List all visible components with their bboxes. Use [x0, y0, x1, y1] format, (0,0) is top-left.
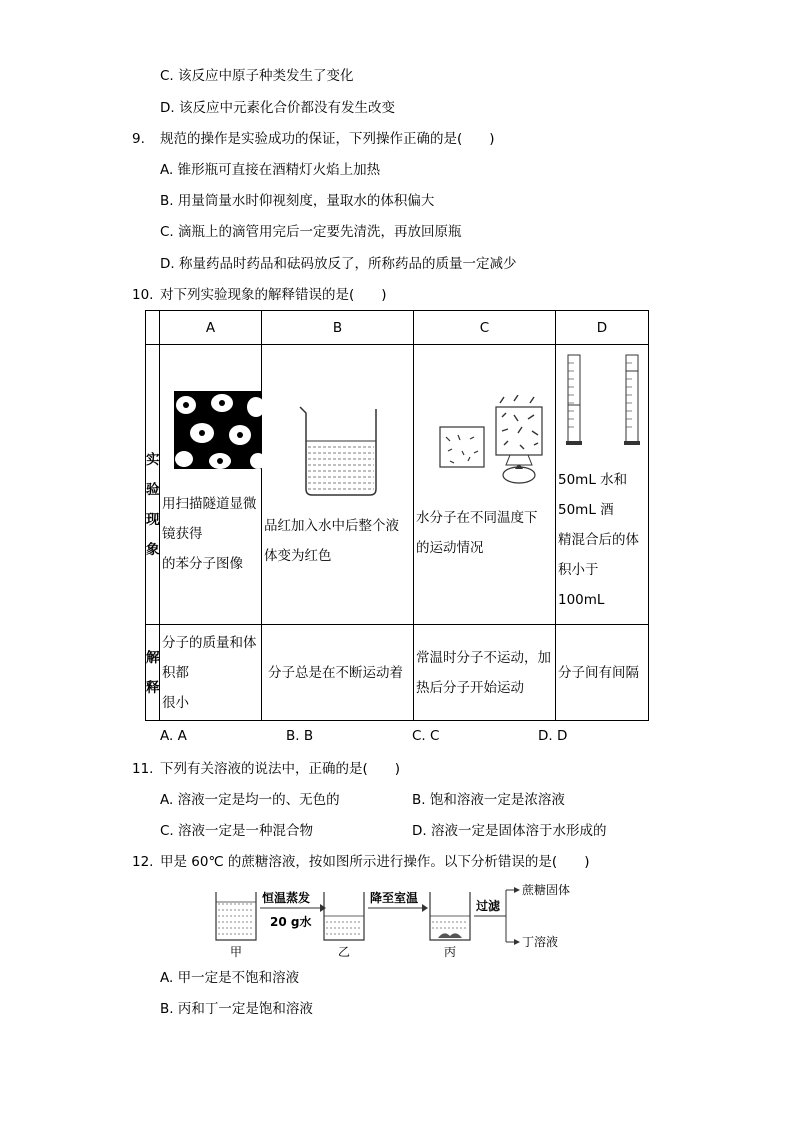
table-header-row [146, 311, 649, 345]
explain-d-line: 分子间有间隔 [558, 664, 639, 681]
phenomenon-b-line: 品红加入水中后整个液 [264, 518, 399, 534]
row-label-char: 现 [146, 511, 160, 528]
row-label-char: 解 [146, 649, 160, 666]
step3-label: 过滤 [476, 899, 501, 913]
q11-option-c: C. 溶液一定是一种混合物 [160, 823, 314, 839]
q8-option-d: D. 该反应中元素化合价都没有发生改变 [160, 100, 395, 116]
explain-b-line: 分子总是在不断运动着 [268, 664, 403, 681]
cell-phenomenon-d [556, 345, 649, 625]
row-label-char: 释 [146, 679, 160, 696]
row-label-char: 象 [146, 541, 160, 558]
row-label-phenomenon [146, 345, 160, 625]
q10-stem: 对下列实验现象的解释错误的是( ) [160, 287, 387, 303]
table-row-explanation [146, 625, 649, 721]
q9-number: 9. [132, 131, 145, 147]
phenomenon-a-line: 用扫描隧道显微 [162, 496, 257, 512]
q12-number: 12. [132, 854, 154, 870]
label-jia: 甲 [230, 945, 243, 959]
explain-a-line: 分子的质量和体 [162, 634, 257, 651]
phenomenon-d-line: 100mL [558, 592, 605, 608]
graduated-cylinders-icon [556, 351, 648, 451]
explain-a-line: 很小 [162, 694, 189, 711]
output-bottom-label: 丁溶液 [522, 935, 559, 949]
q9-option-b: B. 用量筒量水时仰视刻度，量取水的体积偏大 [160, 193, 435, 209]
q8-option-c: C. 该反应中原子种类发生了变化 [160, 68, 354, 84]
explain-a-line: 积都 [162, 664, 189, 681]
q12-option-b: B. 丙和丁一定是饱和溶液 [160, 1001, 313, 1017]
q11-number: 11. [132, 761, 154, 777]
phenomenon-c-line: 水分子在不同温度下 [416, 510, 538, 526]
label-bing: 丙 [444, 945, 457, 959]
q12-option-a: A. 甲一定是不饱和溶液 [160, 970, 300, 986]
q9-stem: 规范的操作是实验成功的保证，下列操作正确的是( ) [160, 131, 495, 147]
step1-bottom-label: 20 g水 [270, 915, 312, 929]
table-header-b: B [262, 311, 414, 345]
table-header-c: C [414, 311, 556, 345]
step2-label: 降至室温 [370, 891, 419, 905]
cell-explain-b [262, 625, 414, 721]
q11-option-b: B. 饱和溶液一定是浓溶液 [412, 792, 565, 808]
cell-explain-a [160, 625, 262, 721]
cell-phenomenon-b [262, 345, 414, 625]
label-yi: 乙 [338, 945, 351, 959]
q9-option-d: D. 称量药品时药品和砝码放反了，所称药品的质量一定减少 [160, 256, 517, 272]
phenomenon-d-line: 精混合后的体 [558, 532, 639, 548]
step1-top-label: 恒温蒸发 [262, 891, 311, 905]
explain-c-line: 热后分子开始运动 [416, 679, 524, 696]
q11-stem: 下列有关溶液的说法中，正确的是( ) [160, 761, 401, 777]
cell-explain-c [414, 625, 556, 721]
q10-option-d: D. D [538, 728, 568, 744]
q10-option-b: B. B [286, 728, 314, 744]
table-row-phenomenon [146, 345, 649, 625]
explain-c-line: 常温时分子不运动，加 [416, 649, 551, 666]
row-label-explain [146, 625, 160, 721]
beaker-icon [262, 401, 412, 501]
phenomenon-d-line: 积小于 [558, 562, 599, 578]
row-label-char: 验 [146, 481, 160, 498]
cell-phenomenon-a [160, 345, 262, 625]
q11-option-a: A. 溶液一定是均一的、无色的 [160, 792, 340, 808]
benzene-stm-image [174, 391, 274, 471]
q9-option-c: C. 滴瓶上的滴管用完后一定要先清洗，再放回原瓶 [160, 224, 462, 240]
output-top-label: 蔗糖固体 [522, 883, 571, 897]
phenomenon-d-line: 50mL 酒 [558, 502, 614, 518]
table-header-a: A [160, 311, 262, 345]
heated-beakers-icon [414, 395, 554, 495]
phenomenon-d-line: 50mL 水和 [558, 472, 628, 488]
phenomenon-c-line: 的运动情况 [416, 540, 484, 556]
cell-phenomenon-c [414, 345, 556, 625]
q12-process-diagram [210, 880, 610, 960]
cell-explain-d [556, 625, 649, 721]
q12-stem: 甲是 60℃ 的蔗糖溶液，按如图所示进行操作。以下分析错误的是( ) [160, 854, 590, 870]
table-header-d: D [556, 311, 649, 345]
table-corner-cell [146, 311, 160, 345]
phenomenon-a-line: 镜获得 [162, 526, 203, 542]
q11-option-d: D. 溶液一定是固体溶于水形成的 [412, 823, 607, 839]
row-label-char: 实 [146, 451, 160, 468]
phenomenon-b-line: 体变为红色 [264, 548, 332, 564]
q10-table [145, 310, 649, 721]
q10-option-a: A. A [160, 728, 187, 744]
q10-option-c: C. C [412, 728, 440, 744]
q10-number: 10. [132, 287, 154, 303]
phenomenon-a-line: 的苯分子图像 [162, 556, 243, 572]
q9-option-a: A. 锥形瓶可直接在酒精灯火焰上加热 [160, 162, 381, 178]
